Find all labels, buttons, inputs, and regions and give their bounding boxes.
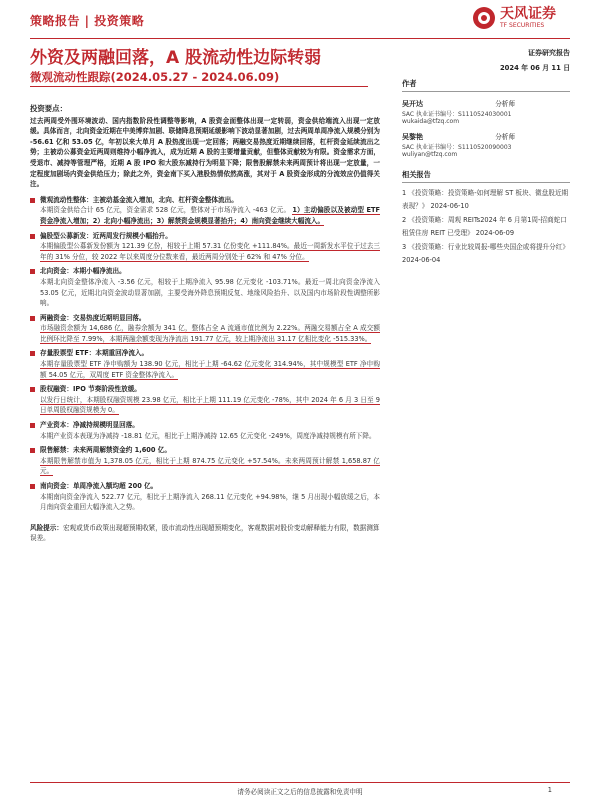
item-title: 限售解禁：未来两周解禁资金约 1,600 亿。 — [30, 445, 380, 456]
author-cert: SAC 执业证书编号：S1110520090003 — [402, 144, 512, 151]
report-category: 策略报告 | 投资策略 — [30, 14, 145, 28]
item-title: 微观流动性整体：主被动基金流入增加，北向、杠杆资金整体流出。 — [30, 195, 380, 206]
author-email[interactable]: wuliyan@tfzq.com — [402, 151, 458, 158]
company-logo — [473, 2, 556, 34]
related-report-link[interactable]: 3 《投资策略：行业比较周报-哪些央国企或将提升分红》 2024-06-04 — [402, 242, 569, 265]
logo-name-cn: 天风证券 — [500, 6, 556, 22]
main-content — [30, 104, 380, 544]
item-body: 以发行日统计，本期股权融资规模 23.98 亿元，相比于上期 111.19 亿元变化 -78%，其中 2024 年 6 月 3 日至 9 日单周股权融资规模为 0。 — [40, 395, 380, 415]
item-title: 产业资本：净减持规模明显回落。 — [30, 420, 380, 431]
item-body: 本期产业资本表现为净减持 -18.81 亿元，相比于上期净减持 12.65 亿元变化 -249%，周度净减持规模有所下降。 — [40, 431, 376, 440]
author-role: 分析师 — [495, 133, 515, 141]
list-item — [30, 445, 380, 477]
item-title: 股权融资：IPO 节奏阶段性放缓。 — [30, 384, 380, 395]
report-type: 证券研究报告 — [528, 49, 570, 57]
author-name: 吴开达 — [402, 100, 423, 108]
abstract-heading: 投资要点： — [30, 104, 67, 113]
item-title: 南向资金：单周净流入额均超 200 亿。 — [30, 481, 380, 492]
list-item — [30, 231, 380, 263]
sidebar — [402, 48, 570, 267]
item-title: 北向资金：本期小幅净流出。 — [30, 266, 380, 277]
item-title: 两融资金：交易热度近期明显回落。 — [30, 313, 380, 324]
author-card — [402, 132, 570, 158]
footer-disclaimer: 请务必阅读正文之后的信息披露和免责申明 — [237, 788, 363, 796]
related-report-link[interactable]: 2 《投资策略：周观 REITs2024 年 6 月第1周-招商蛇口租赁住房 REIT 已受理》 2024-06-09 — [402, 215, 567, 238]
list-item — [30, 420, 380, 441]
footer-divider — [30, 782, 570, 783]
report-title: 外资及两融回落，A 股流动性边际转弱 — [30, 48, 322, 68]
report-subtitle: 微观流动性跟踪(2024.05.27 - 2024.06.09) — [30, 70, 280, 84]
list-item — [30, 348, 380, 380]
risk-label: 风险提示： — [30, 523, 63, 532]
item-title: 偏股型公募新发：近两周发行规模小幅抬升。 — [30, 231, 380, 242]
item-highlight: 1）主动偏股以及被动型 ETF 资金净流入增加；2）北向小幅净流出；3）解禁资金规模显著抬升；4）南向资金继续大幅流入。 — [40, 206, 380, 225]
related-heading: 相关报告 — [402, 170, 570, 183]
author-role: 分析师 — [495, 100, 515, 108]
author-card — [402, 99, 570, 125]
author-name: 吴黎艳 — [402, 133, 423, 141]
report-date: 2024 年 06 月 11 日 — [499, 64, 570, 72]
item-body: 市场融资余额为 14,686 亿，融券余额为 341 亿，整体占全 A 流通市值比例为 2.22%。两融交易额占全 A 成交额比例环比降至 7.99%，本期两融余额变现为净流出 191.77 亿元，较上期净流出 31.17 亿相比变化 -515.33%。 — [40, 324, 380, 343]
authors-heading: 作者 — [402, 79, 570, 92]
related-list — [402, 187, 570, 267]
logo-icon — [473, 7, 495, 29]
list-item — [30, 266, 380, 308]
item-body: 本期限售解禁市值为 1,378.05 亿元，相比于上期 874.75 亿元变化 +57.54%。未来两周预计解禁 1,658.87 亿元。 — [40, 456, 380, 476]
list-item — [30, 195, 380, 227]
item-body: 本期偏股型公募新发份额为 121.39 亿份，相较于上期 57.31 亿份变化 +111.84%。最近一周新发水平位于过去三年的 31% 分位，较 2022 年以来周度分位数来看，最近两周分别处于 62% 和 47% 分位。 — [40, 242, 380, 261]
title-divider — [30, 86, 368, 87]
item-body: 本期资金供给合计 65 亿元，资金需求 528 亿元，整体对于市场净流入 -463 亿元。 — [40, 206, 291, 215]
item-body: 本期南向资金净流入 522.77 亿元，相比于上期净流入 268.11 亿元变化 +94.98%，继 5 月出现小幅放缓之后，本月南向资金重回大幅净流入之势。 — [40, 492, 380, 512]
list-item — [30, 313, 380, 345]
page-number: 1 — [547, 786, 552, 794]
logo-name-en: TF SECURITIES — [500, 22, 545, 29]
risk-warning — [30, 523, 380, 544]
item-body: 本期北向资金整体净流入 -3.56 亿元，相较于上期净流入 95.98 亿元变化 -103.71%。最近一周北向资金净流入 53.05 亿元，近期北向资金波动显著加剧，主要受海外降息预期反复、地缘风险抬升、以及国内市场阶段性调整所影响。 — [40, 277, 380, 308]
related-report-link[interactable]: 1 《投资策略：投资策略-如何理解 ST 板块、微盘股近期表现？》 2024-06-10 — [402, 189, 569, 211]
list-item — [30, 481, 380, 513]
author-email[interactable]: wukaida@tfzq.com — [402, 118, 460, 125]
abstract-text: 过去两周受外围环境波动、国内指数阶段性调整等影响，A 股资金面整体出现一定转弱，资金供给端流入出现一定放缓。具体而言，北向资金近期在中美博弈加剧、联储降息预期延缓影响下波动显著加剧，过去两周单周净流入规模分别为 -56.61 亿和 53.05 亿，年初以来大单月 A 股热度出现一定回落；两融交易热度近期继续回落，杠杆资金延续流出之势；主被动公募资金近两周则维持小幅净流入，成为近期 A 股的主要增量贡献，但整体贡献较为有限。资金需求方面，受退市、减持等管理严格，近期 A 股 IPO 和大股东减持行为明显下降；限售股解禁未来两周预计将出现一定放量，一定程度加剧场内资金供给压力；除此之外，资金南下买入港股热情依然高涨，其对于 A 股资金形成的分流效应仍值得关注。 — [30, 116, 380, 189]
risk-text: 宏观或货币政策出现超预期收紧，股市流动性出现超预期变化，客观数据对股价变动解释能力有限，数据测算误差。 — [30, 523, 380, 543]
item-body: 本期存量股票型 ETF 净申购额为 138.90 亿元，相比于上期 -64.62 亿元变化 314.94%，其中规模型 ETF 净申购额 54.05 亿元，双周度 ETF 资金整体净流入。 — [40, 360, 380, 379]
author-cert: SAC 执业证书编号：S1110524030001 — [402, 111, 512, 118]
item-title: 存量股票型 ETF：本期重回净流入。 — [30, 348, 380, 359]
list-item — [30, 384, 380, 416]
